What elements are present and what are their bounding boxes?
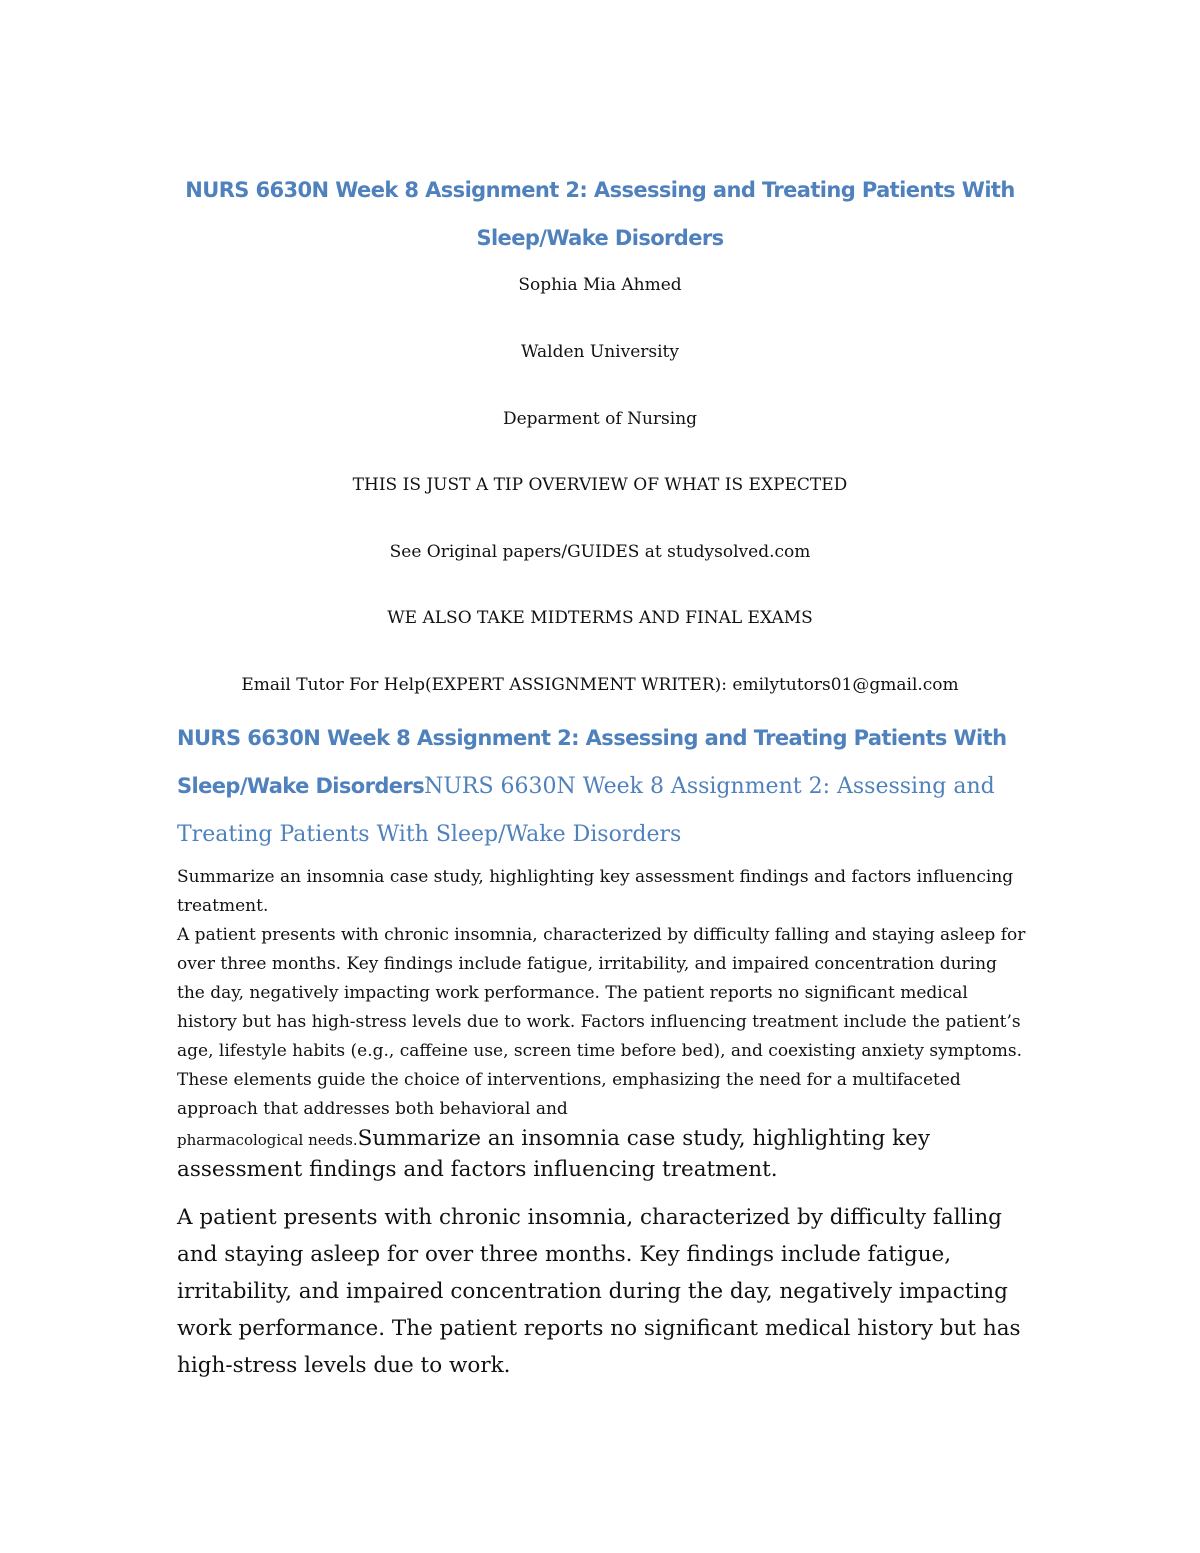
prompt-paragraph-large: Summarize an insomnia case study, highlighting key assessment findings and factors influencing treatment. (177, 1126, 931, 1182)
document-title (180, 166, 1020, 262)
notice-guides: See Original papers/GUIDES at studysolved.com (389, 542, 811, 562)
case-text-small: A patient presents with chronic insomnia, characterized by difficulty falling and staying asleep for over three months. Key findings include fatigue, irritability, and impaired concentration during the day, negatively impacting work performance. The patient reports no significant medical history but has high-stress levels due to work. Factors influencing treatment include the patient’s age, lifestyle habits (e.g., caffeine use, screen time before bed), and coexisting anxiety symptoms. These elements guide the choice of interventions, emphasizing the need for a multifaceted approach that addresses both behavioral and (177, 925, 1026, 1119)
section-heading (177, 715, 1057, 858)
notice-exams: WE ALSO TAKE MIDTERMS AND FINAL EXAMS (387, 608, 813, 628)
case-paragraph-small (177, 921, 1027, 1186)
institution-name: Walden University (521, 342, 679, 362)
prompt-paragraph-small: Summarize an insomnia case study, highlighting key assessment findings and factors influencing treatment. (177, 867, 1014, 916)
body-text-large (177, 1199, 1027, 1384)
notice-email: Email Tutor For Help(EXPERT ASSIGNMENT WRITER): emilytutors01@gmail.com (241, 675, 959, 695)
document-title-line-1: NURS 6630N Week 8 Assignment 2: Assessing and Treating Patients With (185, 178, 1015, 202)
body-text-small (177, 863, 1027, 1186)
department-name: Deparment of Nursing (502, 409, 698, 429)
section-heading-bold-line-2: Sleep/Wake Disorders (177, 774, 425, 798)
case-paragraph-large: A patient presents with chronic insomnia, characterized by difficulty falling and staying asleep for over three months. Key findings include fatigue, irritability, and impaired concentration during the day, negatively impacting work performance. The patient reports no significant medical history but has high-stress levels due to work. (177, 1205, 1021, 1378)
section-heading-bold-line-1: NURS 6630N Week 8 Assignment 2: Assessing and Treating Patients With (177, 726, 1007, 750)
document-title-line-2: Sleep/Wake Disorders (476, 226, 724, 250)
notice-tip: THIS IS JUST A TIP OVERVIEW OF WHAT IS EXPECTED (352, 475, 848, 495)
section-heading-serif: NURS 6630N Week 8 Assignment 2: Assessing and Treating Patients With Sleep/Wake Disorders (177, 774, 995, 847)
author-name: Sophia Mia Ahmed (518, 275, 682, 295)
case-text-small-tail: pharmacological needs. (177, 1131, 358, 1149)
